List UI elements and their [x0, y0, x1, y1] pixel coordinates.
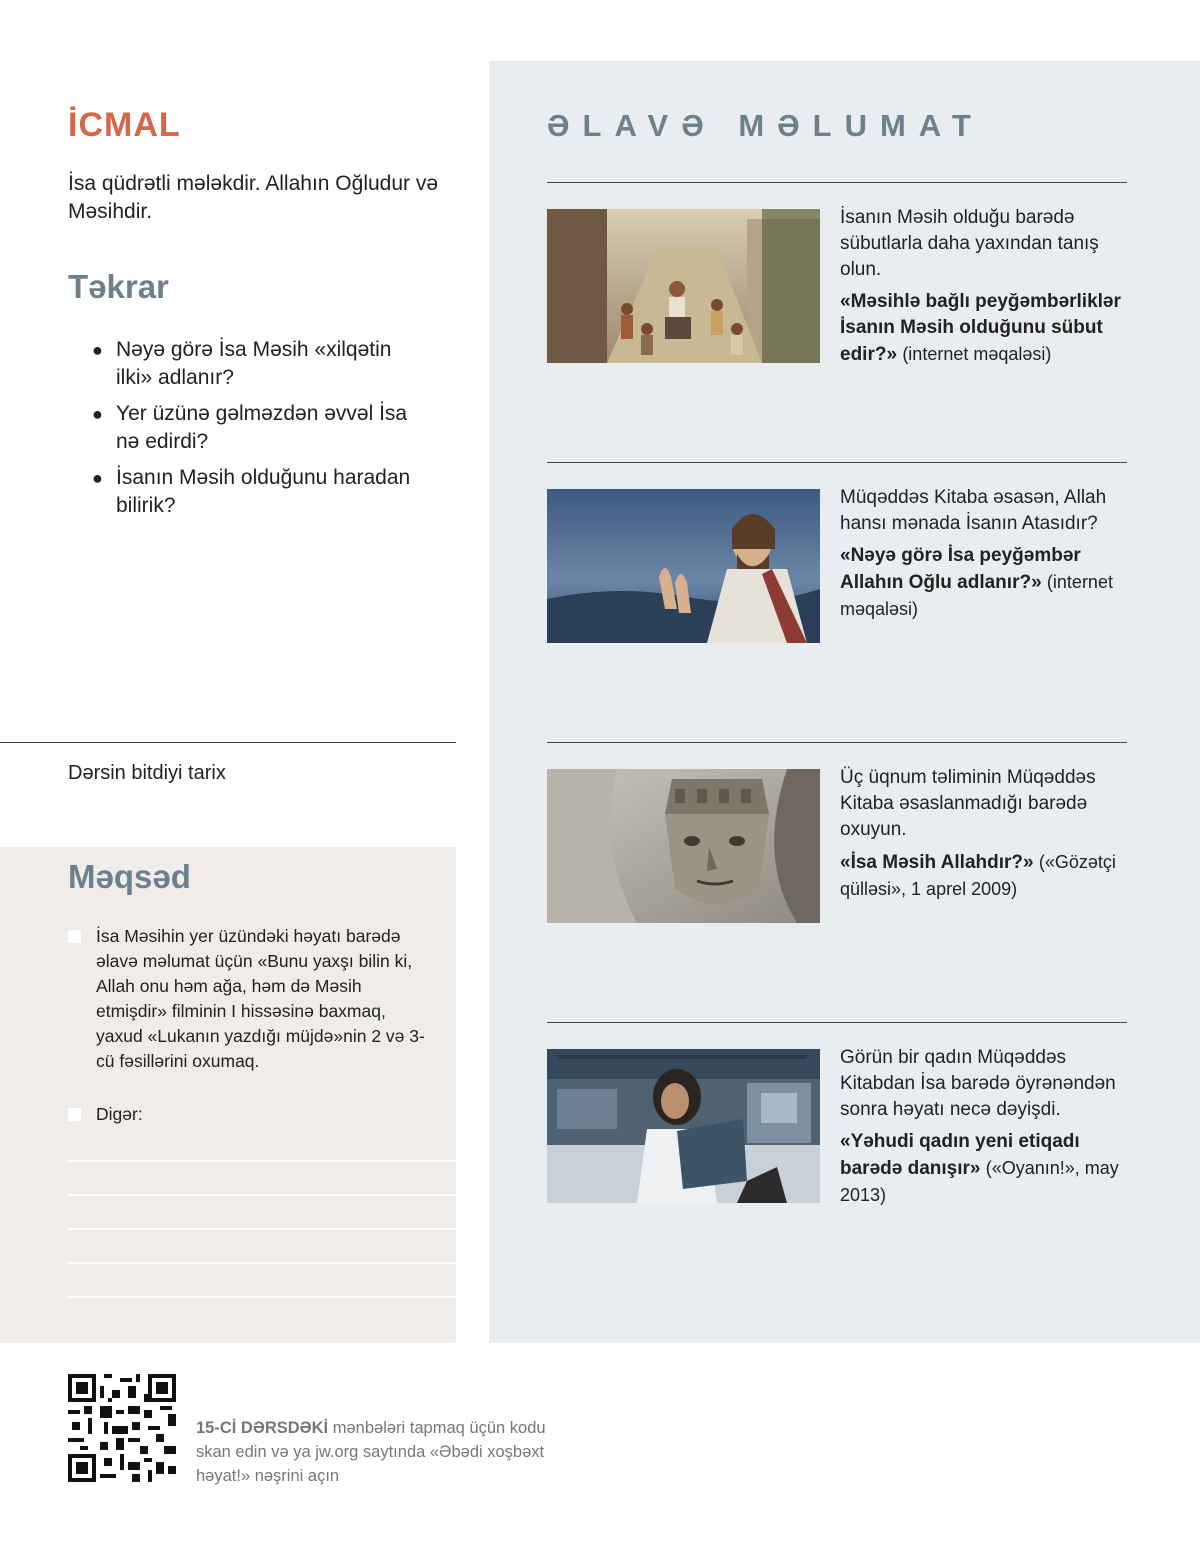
card-reference-source: («Gözətçi qülləsi», 1 aprel 2009) [840, 852, 1116, 899]
review-title: Təkrar [68, 268, 169, 305]
card-text [840, 205, 1130, 368]
completion-date-label: Dərsin bitdiyi tarix [68, 762, 226, 784]
summary-text: İsa qüdrətli mələkdir. Allahın Oğludur və Məsihdir. [68, 172, 439, 223]
card-reference[interactable] [840, 289, 1130, 368]
write-line[interactable] [68, 1194, 456, 1196]
card-reference[interactable] [840, 543, 1130, 623]
card-reference-title[interactable]: «Yəhudi qadın yeni etiqadı barədə danışır» [840, 1131, 1080, 1179]
card-text [840, 1045, 1130, 1209]
write-line[interactable] [68, 1228, 456, 1230]
card-reference-source: (internet məqaləsi) [902, 344, 1052, 364]
bullet-icon: ● [92, 404, 103, 424]
card-divider [547, 182, 1127, 183]
bullet-icon: ● [92, 340, 103, 360]
review-questions [92, 336, 432, 528]
review-question: ● Nəyə görə İsa Məsih «xilqətin ilki» adlanır? [92, 338, 392, 389]
review-question: ● Yer üzünə gəlməzdən əvvəl İsa nə edirdi? [92, 402, 408, 453]
card-text [840, 765, 1130, 903]
card-divider [547, 462, 1127, 463]
card-text [840, 485, 1130, 623]
goal-box [0, 847, 456, 1343]
write-line[interactable] [68, 1262, 456, 1264]
card-reference-title[interactable]: «Məsihlə bağlı peyğəmbərliklər İsanın Məsih olduğunu sübut edir?» [840, 291, 1121, 365]
extra-info-title: ƏLAVƏ MƏLUMAT [547, 108, 984, 143]
card-reference-source: («Oyanın!», may 2013) [840, 1158, 1119, 1205]
card-description: İsanın Məsih olduğu barədə sübutlarla daha yaxından tanış olun. [840, 207, 1099, 280]
summary-title: İCMAL [68, 106, 181, 144]
card-reference[interactable] [840, 849, 1130, 903]
card-image-jesus-praying[interactable] [547, 489, 820, 643]
card-description: Müqəddəs Kitaba əsasən, Allah hansı mənada İsanın Atasıdır? [840, 487, 1107, 534]
goal-title: Məqsəd [68, 858, 191, 895]
card-description: Görün bir qadın Müqəddəs Kitabdan İsa barədə öyrənəndən sonra həyatı necə dəyişdi. [840, 1047, 1116, 1120]
card-reference-title[interactable]: «İsa Məsih Allahdır?» [840, 852, 1034, 873]
card-image-woman-reading[interactable] [547, 1049, 820, 1203]
card-divider [547, 742, 1127, 743]
checkbox[interactable] [68, 930, 81, 943]
checkbox[interactable] [68, 1108, 81, 1121]
card-reference-source: (internet məqaləsi) [840, 572, 1113, 619]
card-description: Üç üqnum təliminin Müqəddəs Kitaba əsaslanmadığı barədə oxuyun. [840, 767, 1096, 840]
footer-instructions [196, 1416, 576, 1488]
card-divider [547, 1022, 1127, 1023]
card-reference-title[interactable]: «Nəyə görə İsa peyğəmbər Allahın Oğlu adlanır?» [840, 545, 1081, 593]
divider [0, 742, 456, 743]
footer-text: mənbələri tapmaq üçün kodu skan edin və ya jw.org saytında «Əbədi xoşbəxt həyat!» nəşrini açın [196, 1419, 546, 1485]
card-reference[interactable] [840, 1129, 1130, 1209]
qr-code-icon[interactable] [68, 1374, 176, 1482]
goal-item: İsa Məsihin yer üzündəki həyatı barədə əlavə məlumat üçün «Bunu yaxşı bilin ki, Allah onu həm ağa, həm də Məsih etmişdir» filminin I hissəsinə baxmaq, yaxud «Lukanın yazdığı müjdə»nin 2 və 3-cü fəsillərini oxumaq. [68, 924, 428, 1074]
review-question: ● İsanın Məsih olduğunu haradan bilirik? [92, 466, 411, 517]
goal-item-other: Digər: [68, 1102, 428, 1127]
footer-lesson: 15-Cİ DƏRSDƏKİ [196, 1419, 329, 1437]
write-line[interactable] [68, 1160, 456, 1162]
card-image-jerusalem-entry[interactable] [547, 209, 820, 363]
write-line[interactable] [68, 1296, 456, 1298]
bullet-icon: ● [92, 468, 103, 488]
card-image-trinity-sculpture[interactable] [547, 769, 820, 923]
